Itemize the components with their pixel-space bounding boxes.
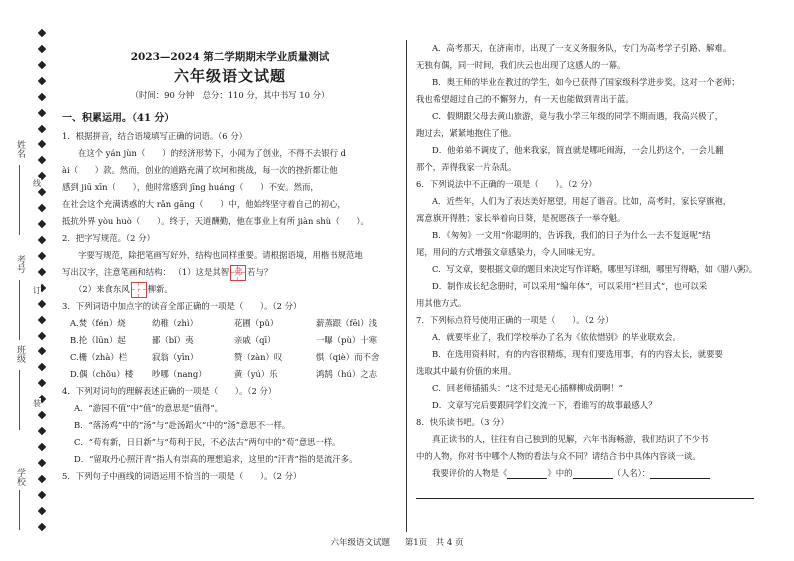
q7-stem: 7．下列标点符号使用正确的一项是（ ）。（2 分） <box>416 315 614 325</box>
q2-part1-post: 若与？ <box>247 267 273 277</box>
q2-part1-pre: （1）这是其智 <box>173 267 230 277</box>
q6-option: 用其他方式。 <box>416 298 467 308</box>
q7-option: A．就要毕业了，我们学校举办了名为《依依惜别》的毕业联欢会。 <box>432 332 681 342</box>
q7-option: D．文章写完后要跟同学们交流一下，看谁写的故事最感人？ <box>432 400 657 410</box>
q5-option: A．高考那天，在济南市，出现了一支义务服务队，专门为高考学子引路、解难。 <box>432 43 732 53</box>
exam-title: 六年级语文试题 <box>173 67 286 85</box>
q6-option: C．写文章，要根据文章的题目来决定写作详略，哪里写详细，哪里写得略，如《腊八粥》。 <box>432 264 757 274</box>
q3-option-row <box>62 332 398 349</box>
q5-option: 无独有偶，同一时间，我们庆云也出现了这感人的一幕。 <box>416 60 626 70</box>
binding-label-school: 学校 <box>15 468 25 486</box>
q5-option: 那个，弄得我家一片杂乱。 <box>416 162 517 172</box>
q5-option: 跑过去，紧紧地抱住了他。 <box>416 128 517 138</box>
q3-cell: 一曝（pù）十寒 <box>316 335 378 345</box>
page-footer <box>0 536 794 548</box>
answer-blank[interactable] <box>650 468 710 479</box>
q7-option: 选取其中最有价值的来用。 <box>416 366 517 376</box>
q8-fill-c: （人名）： <box>612 468 651 478</box>
q4-option: C．“苟有新，日日新”与“苟利于民，不必法古”两句中的“苟”意思一样。 <box>74 437 341 447</box>
q2-part2 <box>62 281 398 298</box>
id-write-line[interactable] <box>19 280 20 340</box>
column-divider <box>406 40 407 532</box>
q8-line: 中的人物，你对书中哪个人物的看法与众不同？请结合书中具体内容谈一谈。 <box>416 451 701 461</box>
writing-grid-box[interactable] <box>131 282 147 298</box>
exam-header-line: 2023—2024 第二学期期末学业质量测试 <box>130 51 330 63</box>
q8-stem: 8．快乐读书吧。（3 分） <box>416 417 509 427</box>
q8-fill-a: 我要评价的人物是《 <box>432 468 508 478</box>
q3-cell: 花圃（pǔ） <box>234 318 279 328</box>
q2-line: 字要写规范，除把笔画写好外，结构也同样重要。请根据语境，用楷书规范地 <box>78 250 363 260</box>
binding-label-name: 姓名 <box>15 140 25 158</box>
q5-option: C．假期跟父母去黄山旅游，竟与我小学三年级的同学不期而遇，我高兴极了， <box>432 111 724 121</box>
section-heading: 一、积累运用。（41 分） <box>62 113 175 124</box>
class-write-line[interactable] <box>19 370 20 430</box>
q3-cell: C.栅（zhà）栏 <box>70 352 128 362</box>
q7-option: B．在选用资料时，有的内容很精炼，现有们要选用事，有的内容太长，就要要 <box>432 349 723 359</box>
binding-mark-bind: 装 <box>33 399 41 408</box>
binding-diamonds <box>36 30 48 530</box>
q4-option: D．“留取丹心照汗青”指人有崇高的理想追求，这里的“汗青”指的是流汗多。 <box>74 454 358 464</box>
q3-option-row <box>62 366 398 383</box>
q1-line: 在这个 yán jùn（ ）的经济形势下，小闻为了创业，不得不去银行 d <box>78 148 346 158</box>
q3-cell: 吵哪（nang） <box>152 369 207 379</box>
q2-part2-post: 柳新。 <box>147 284 173 294</box>
q8-line: 真正读书的人，往往有自己独到的见解，六年书海畅游，我们结识了不少书 <box>432 434 709 444</box>
q6-option: D．制作成长纪念册时，可以采用“编年体”，可以采用“栏目式”，也可以采 <box>432 281 708 291</box>
school-write-line[interactable] <box>19 490 20 530</box>
q8-fill <box>416 465 754 482</box>
q6-option: 尾，用问的方式增强文章感染力，令人回味无穷。 <box>416 247 601 257</box>
q3-cell: 赞（zàn）叹 <box>234 352 283 362</box>
q3-cell: 鸿鹄（hú）之志 <box>316 369 378 379</box>
q6-option: B．《匆匆》一文用“你聪明的，告诉我，我们的日子为什么一去不复返呢”结 <box>432 230 711 240</box>
q3-cell: 亲戚（qī） <box>234 335 276 345</box>
q6-option: 寓意旗开得胜；家长举着向日葵，是祝愿孩子一举夺魁。 <box>416 213 626 223</box>
q2-part2-pre: （2）来食东风 <box>74 284 130 294</box>
q3-option-row <box>62 315 398 332</box>
answer-write-line[interactable] <box>416 484 754 499</box>
binding-label-id: 考号 <box>15 255 25 273</box>
binding-mark-line: 线 <box>33 179 41 188</box>
right-column <box>416 40 757 499</box>
q1-line: 在社会这个充满诱惑的大 rǎn gāng（ ）中，他始终坚守着自己的初心， <box>62 199 346 209</box>
q3-cell: A.焚（fén）烧 <box>70 318 126 328</box>
q5-stem: 5．下列句子中画线的词语运用不恰当的一项是（ ）。（2 分） <box>62 471 302 481</box>
character-name-blank[interactable] <box>573 468 613 479</box>
q4-stem: 4．下列对词句的理解表述正确的一项是（ ）。（2 分） <box>62 386 277 396</box>
q7-option: C．回老师插插头：“这不过是无心插柳柳成荫啊！” <box>432 383 623 393</box>
name-write-line[interactable] <box>19 165 20 235</box>
q3-cell: D.偶（chǒu）楼 <box>70 369 134 379</box>
q2-line <box>62 264 398 281</box>
q6-stem: 6．下列说法中不正确的一项是（ ）。（2 分） <box>416 179 597 189</box>
q1-line: ài（ ）款。然而，创业的道路充满了坎坷和挑战，每一次的挫折都让他 <box>62 165 338 175</box>
binding-label-class: 班级 <box>15 345 25 363</box>
q3-stem: 3．下列词语中加点字的读音全部正确的一项是（ ）。（2 分） <box>62 301 302 311</box>
q8-fill-b: 》中的 <box>547 468 573 478</box>
q3-cell: 幼稚（zhì） <box>152 318 198 328</box>
q3-cell: 黄（yú）乐 <box>234 369 278 379</box>
footer-title: 六年级语文试题 <box>330 538 391 548</box>
q2-stem: 2．把字写规范。（2 分） <box>62 233 155 243</box>
q5-option: 我也希望超过自己的不懈努力，有一天也能做到青出于蓝。 <box>416 94 634 104</box>
q3-option-row <box>62 349 398 366</box>
exam-meta: （时间：90 分钟 总分：110 分，其中书写 10 分） <box>130 90 330 100</box>
q3-cell: 薪蒸跟（fēi）浅 <box>316 318 377 328</box>
q2-line-text: 写出汉字，注意笔画和结构： <box>62 267 171 277</box>
q3-cell: 寂翁（yīn） <box>152 352 199 362</box>
q4-option: B．“落汤鸡”中的“汤”与“赴汤蹈火”中的“汤”意思不一样。 <box>74 420 291 430</box>
binding-margin <box>0 0 58 561</box>
footer-page: 第1页 共 4 页 <box>404 538 464 548</box>
q2-part1-char: 弗 <box>233 267 243 278</box>
q3-cell: B.抡（lūn）起 <box>70 335 126 345</box>
q4-option: A．“游园不值”中“值”的意思是“值得”。 <box>74 403 223 413</box>
q3-cell: 鄙（bǐ）夷 <box>152 335 194 345</box>
q5-option: B．奥王师的毕业在教过的学生，如今已获得了国家级科学进步奖，这对一个老师； <box>432 77 740 87</box>
q1-stem: 1．根据拼音，结合语境填写正确的词语。（6 分） <box>62 131 247 141</box>
q1-line: 感到 jiū xīn（ ），他时常感到 jīng huáng（ ）不安。然而， <box>62 182 319 192</box>
q1-line: 抵抗外界 yòu huò（ ）。终于，天道酬勤，他在事业上有所 jiàn shù（ ）。 <box>62 216 369 226</box>
writing-grid-box[interactable] <box>230 265 246 281</box>
left-column <box>62 40 398 485</box>
binding-mark-staple: 订 <box>33 286 41 295</box>
q3-cell: 惧（qiè）而不舍 <box>316 352 380 362</box>
book-title-blank[interactable] <box>507 468 547 479</box>
q5-option: D．他弟弟不调皮了，他来我家，简直就是哪吒闹海，一会儿扔这个，一会儿翻 <box>432 145 724 155</box>
q6-option: A．近些年，人们为了表达美好愿望，用起了谐音。比如，高考时，家长穿旗袍， <box>432 196 732 206</box>
